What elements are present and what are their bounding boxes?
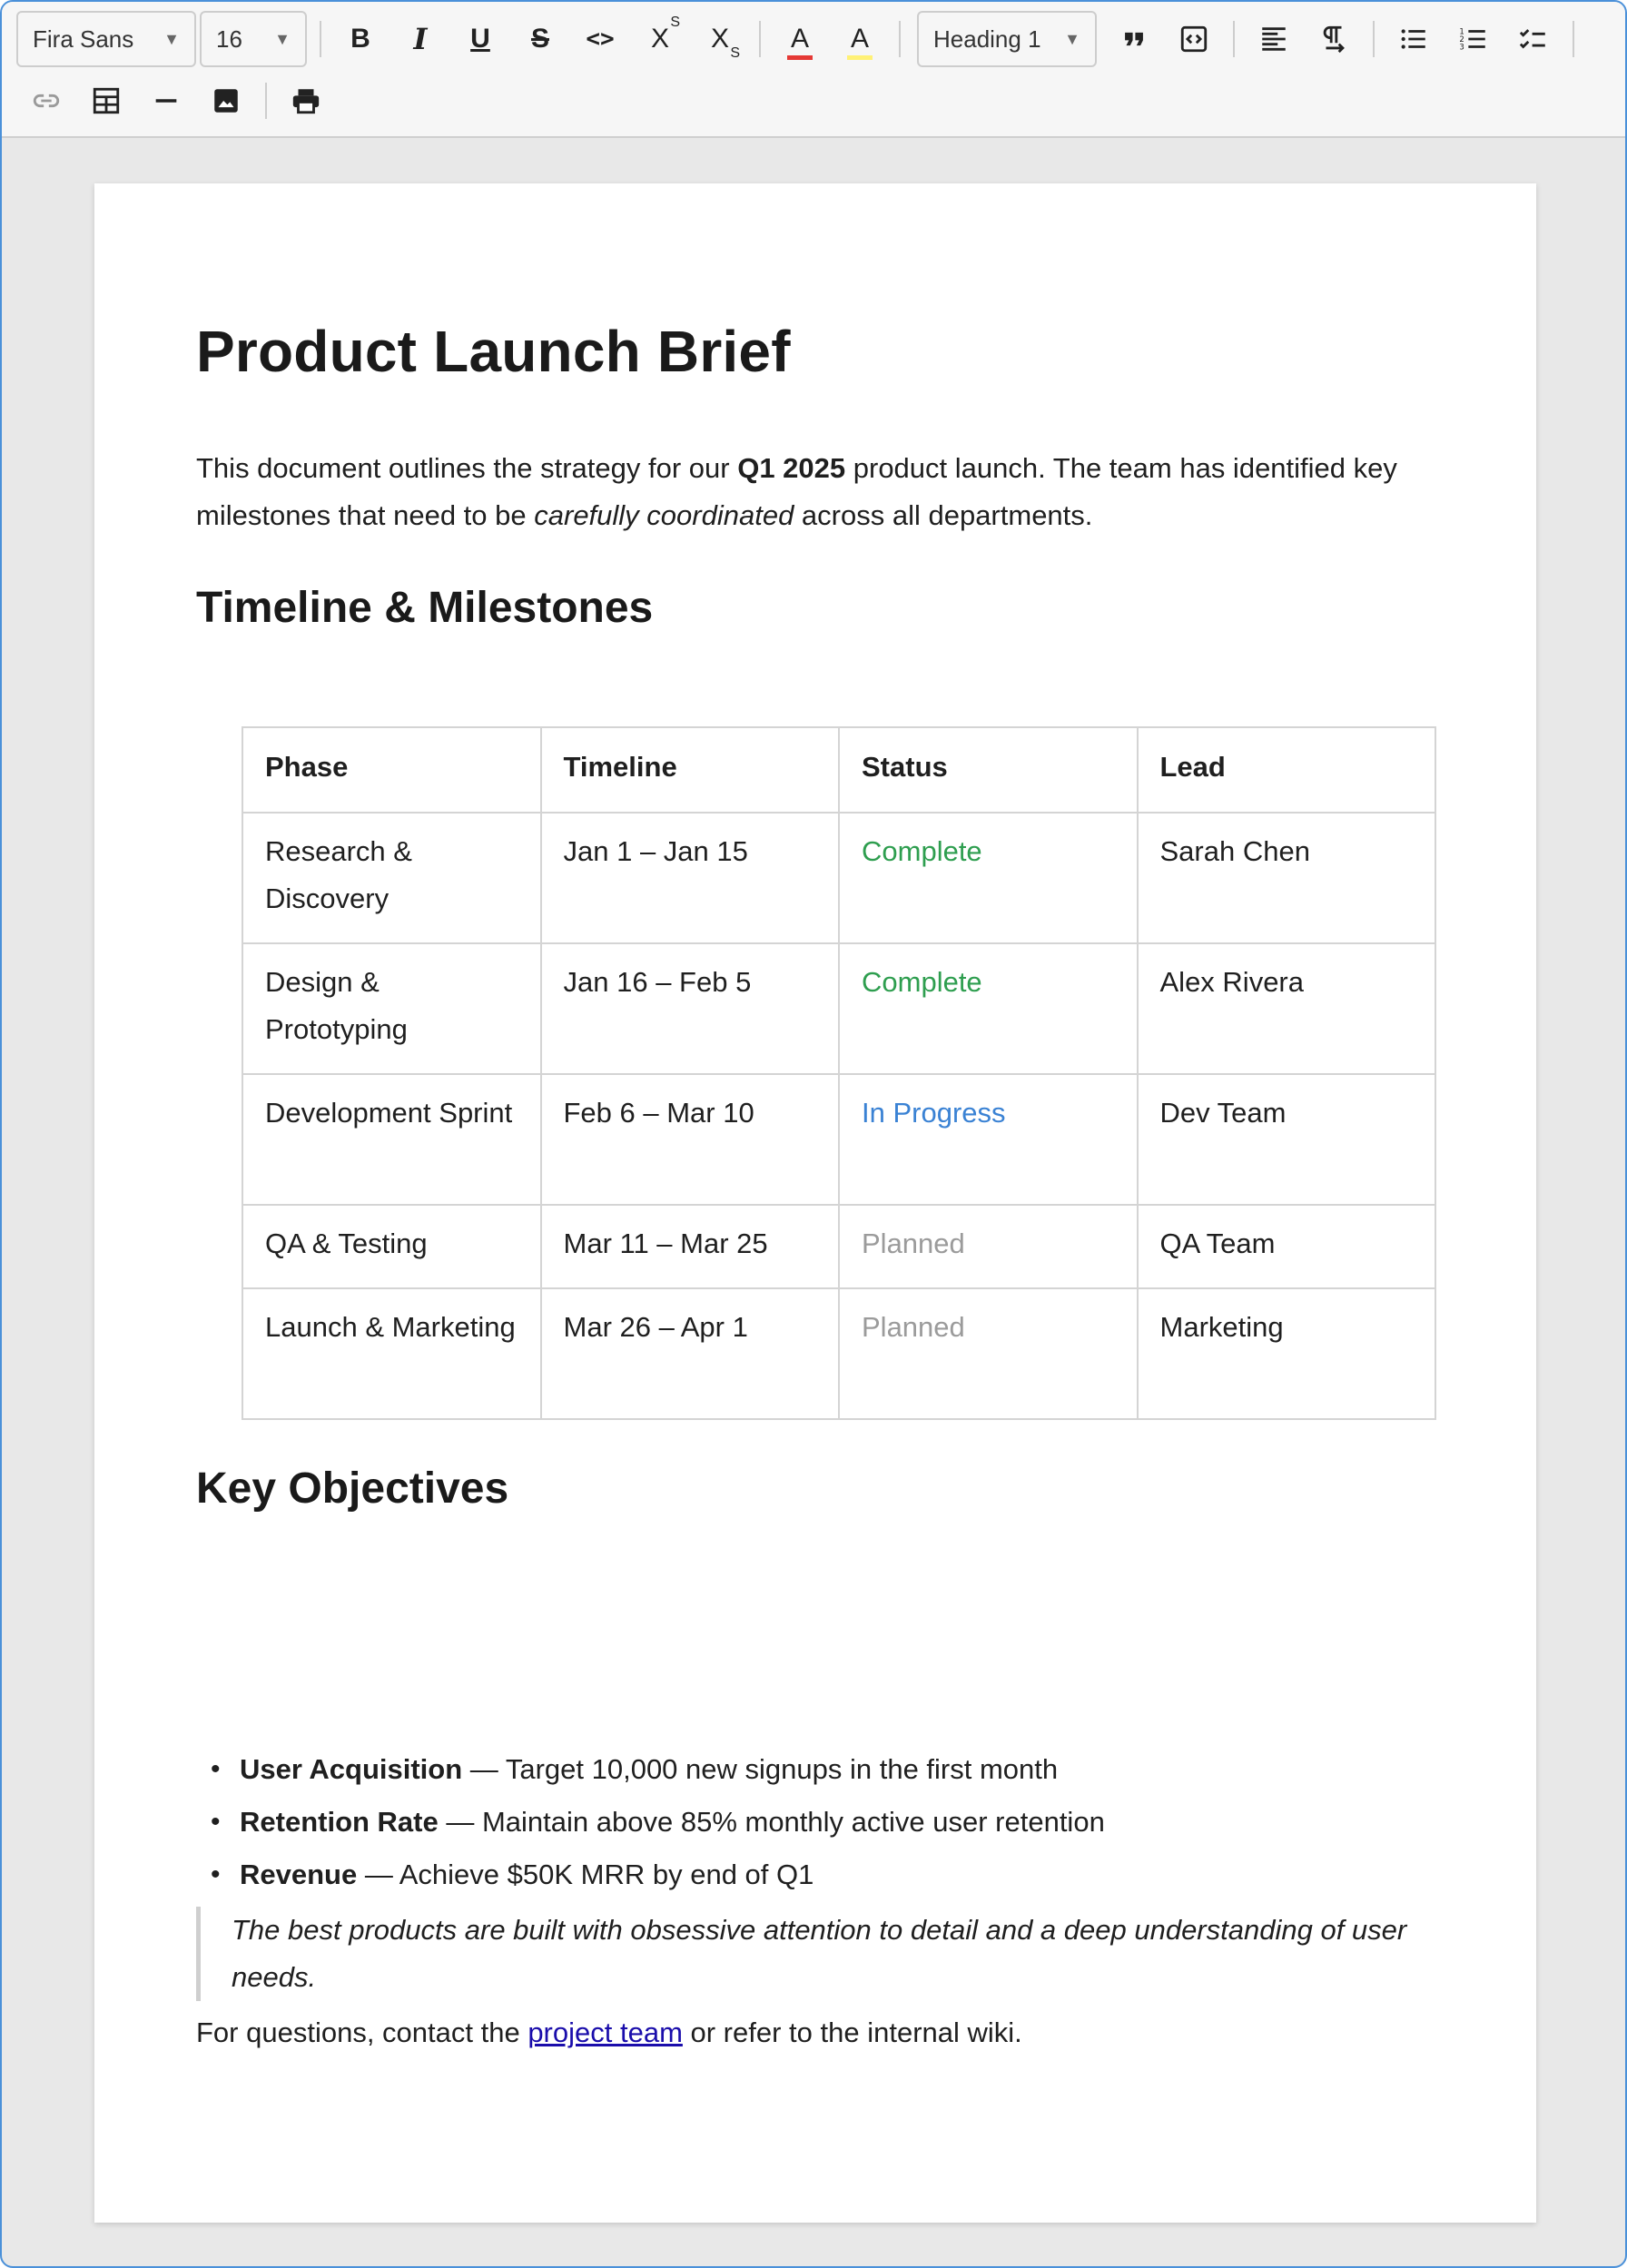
text-color-button[interactable] bbox=[770, 11, 830, 67]
table-row bbox=[242, 1288, 1435, 1419]
intro-paragraph: This document outlines the strategy for our Q1 2025 product launch. The team has identified key milestones that need to be carefully coordinated across all departments. bbox=[196, 452, 1397, 531]
align-left-button[interactable] bbox=[1244, 11, 1304, 67]
chevron-down-icon: ▼ bbox=[163, 29, 180, 48]
document-title: Product Launch Brief bbox=[196, 319, 791, 384]
cell-phase: Research & Discovery bbox=[242, 813, 541, 943]
inline-code-button[interactable] bbox=[570, 11, 630, 67]
bold-text: Q1 2025 bbox=[737, 452, 846, 484]
checklist-button[interactable] bbox=[1504, 11, 1563, 67]
toolbar-divider bbox=[899, 21, 901, 57]
block-format-select[interactable] bbox=[917, 11, 1097, 67]
cell-lead: Alex Rivera bbox=[1138, 943, 1436, 1074]
italic-icon: I bbox=[413, 22, 428, 56]
table-row bbox=[242, 813, 1435, 943]
quote-icon bbox=[1119, 24, 1149, 54]
svg-text:1: 1 bbox=[1459, 27, 1464, 37]
toolbar-divider bbox=[759, 21, 761, 57]
cell-lead: Marketing bbox=[1138, 1288, 1436, 1419]
text-direction-button[interactable] bbox=[1304, 11, 1364, 67]
table-header-timeline: Timeline bbox=[541, 727, 840, 813]
italic-button[interactable] bbox=[390, 11, 450, 67]
cell-status: Planned bbox=[839, 1205, 1138, 1288]
toolbar-divider bbox=[1573, 21, 1574, 57]
code-block-icon bbox=[1178, 24, 1209, 54]
highlight-color-button[interactable] bbox=[830, 11, 890, 67]
cell-lead: Dev Team bbox=[1138, 1074, 1436, 1205]
table-icon bbox=[91, 85, 122, 116]
closing-paragraph: For questions, contact the project team or refer to the internal wiki. bbox=[196, 2017, 1022, 2048]
cell-timeline: Feb 6 – Mar 10 bbox=[541, 1074, 840, 1205]
blockquote-button[interactable] bbox=[1104, 11, 1164, 67]
print-button[interactable] bbox=[276, 73, 336, 129]
toolbar-row-1 bbox=[16, 9, 1583, 69]
superscript-icon: X S bbox=[650, 15, 680, 54]
list-item: • Revenue — Achieve $50K MRR by end of Q1 bbox=[196, 1852, 1440, 1905]
image-icon bbox=[211, 85, 242, 116]
print-icon bbox=[291, 85, 321, 116]
cell-status: Complete bbox=[839, 813, 1138, 943]
cell-timeline: Mar 26 – Apr 1 bbox=[541, 1288, 840, 1419]
bold-icon: B bbox=[350, 24, 370, 54]
link-icon bbox=[31, 85, 62, 116]
toolbar-row-2 bbox=[16, 71, 336, 131]
italic-text: carefully coordinated bbox=[534, 499, 794, 531]
toolbar-divider bbox=[1373, 21, 1375, 57]
project-team-link[interactable]: project team bbox=[528, 2017, 683, 2048]
bold-button[interactable] bbox=[330, 11, 390, 67]
strikethrough-icon: S bbox=[530, 24, 549, 54]
underline-icon: U bbox=[470, 24, 490, 54]
subscript-button[interactable] bbox=[690, 11, 750, 67]
table-header-lead: Lead bbox=[1138, 727, 1436, 813]
objective-label: Revenue bbox=[240, 1859, 358, 1890]
milestones-table bbox=[242, 726, 1436, 1420]
svg-text:2: 2 bbox=[1459, 35, 1464, 44]
chevron-down-icon: ▼ bbox=[1064, 29, 1080, 48]
table-row bbox=[242, 943, 1435, 1074]
document-page[interactable] bbox=[94, 183, 1536, 2223]
insert-table-button[interactable] bbox=[76, 73, 136, 129]
table-header-status: Status bbox=[839, 727, 1138, 813]
cell-timeline: Jan 1 – Jan 15 bbox=[541, 813, 840, 943]
quote-block: The best products are built with obsessive attention to detail and a deep understanding of user needs. bbox=[196, 1907, 1440, 2001]
font-family-value: Fira Sans bbox=[33, 25, 134, 53]
font-family-select[interactable] bbox=[16, 11, 196, 67]
align-left-icon bbox=[1258, 24, 1289, 54]
insert-image-button[interactable] bbox=[196, 73, 256, 129]
objective-label: User Acquisition bbox=[240, 1753, 463, 1785]
text-color-icon: A bbox=[791, 24, 809, 54]
objective-label: Retention Rate bbox=[240, 1806, 439, 1838]
numbered-list-icon bbox=[1458, 24, 1489, 54]
table-row bbox=[242, 1205, 1435, 1288]
cell-timeline: Jan 16 – Feb 5 bbox=[541, 943, 840, 1074]
superscript-button[interactable] bbox=[630, 11, 690, 67]
cell-lead: Sarah Chen bbox=[1138, 813, 1436, 943]
bullet-list-button[interactable] bbox=[1384, 11, 1444, 67]
toolbar-divider bbox=[1233, 21, 1235, 57]
paragraph-direction-icon bbox=[1318, 24, 1349, 54]
toolbar-divider bbox=[265, 83, 267, 119]
toolbar bbox=[2, 2, 1625, 138]
table-header-row bbox=[242, 727, 1435, 813]
strikethrough-button[interactable] bbox=[510, 11, 570, 67]
bullet-list-icon bbox=[1398, 24, 1429, 54]
font-size-value: 16 bbox=[216, 25, 242, 53]
cell-lead: QA Team bbox=[1138, 1205, 1436, 1288]
svg-text:3: 3 bbox=[1459, 43, 1464, 53]
code-block-button[interactable] bbox=[1164, 11, 1224, 67]
cell-phase: Development Sprint bbox=[242, 1074, 541, 1205]
cell-phase: Launch & Marketing bbox=[242, 1288, 541, 1419]
cell-phase: Design & Prototyping bbox=[242, 943, 541, 1074]
toolbar-divider bbox=[320, 21, 321, 57]
block-format-value: Heading 1 bbox=[933, 25, 1041, 53]
cell-phase: QA & Testing bbox=[242, 1205, 541, 1288]
underline-button[interactable] bbox=[450, 11, 510, 67]
cell-timeline: Mar 11 – Mar 25 bbox=[541, 1205, 840, 1288]
objectives-heading: Key Objectives bbox=[196, 1464, 509, 1513]
list-item: • User Acquisition — Target 10,000 new signups in the first month bbox=[196, 1747, 1440, 1800]
table-header-phase: Phase bbox=[242, 727, 541, 813]
table-row bbox=[242, 1074, 1435, 1205]
cell-status: Planned bbox=[839, 1288, 1138, 1419]
objectives-list bbox=[196, 1747, 1440, 1905]
cell-status: In Progress bbox=[839, 1074, 1138, 1205]
checklist-icon bbox=[1518, 24, 1549, 54]
chevron-down-icon: ▼ bbox=[274, 29, 291, 48]
cell-status: Complete bbox=[839, 943, 1138, 1074]
subscript-icon: X S bbox=[710, 24, 740, 61]
highlight-icon: A bbox=[851, 24, 869, 54]
numbered-list-button[interactable] bbox=[1444, 11, 1504, 67]
font-size-select[interactable] bbox=[200, 11, 307, 67]
insert-link-button[interactable] bbox=[16, 73, 76, 129]
timeline-heading: Timeline & Milestones bbox=[196, 584, 654, 632]
horizontal-rule-icon bbox=[151, 85, 182, 116]
list-item: • Retention Rate — Maintain above 85% monthly active user retention bbox=[196, 1800, 1440, 1852]
horizontal-rule-button[interactable] bbox=[136, 73, 196, 129]
code-icon: <> bbox=[586, 25, 615, 53]
